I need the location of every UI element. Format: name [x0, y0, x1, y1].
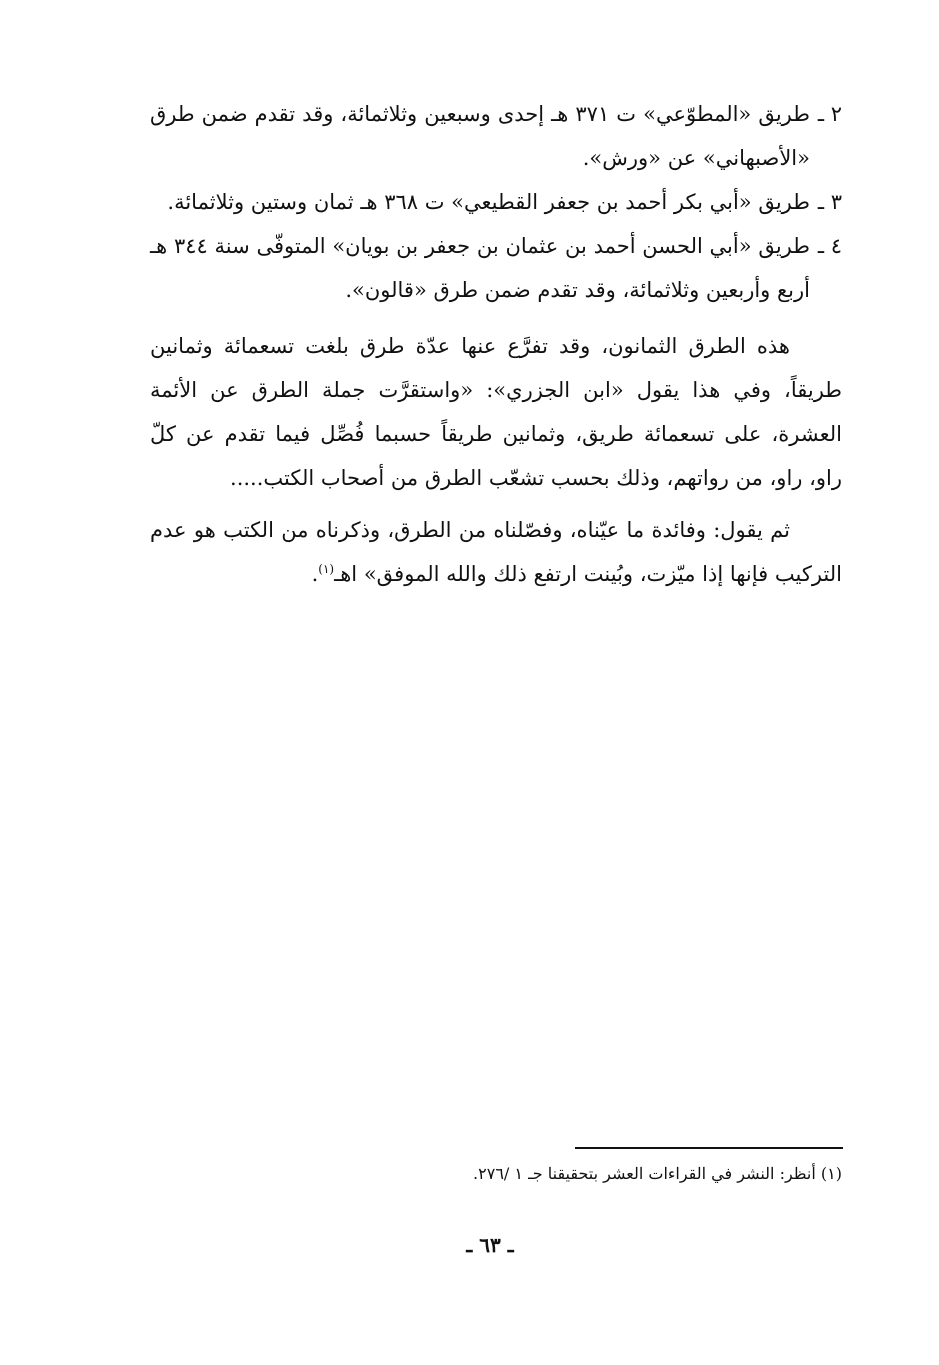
paragraph-routes-summary: هذه الطرق الثمانون، وقد تفرَّع عنها عدّة طرق بلغت تسعمائة وثمانين طريقاً، وفي هذا يقول «ابن الجزري»: «واستقرَّت جملة الطرق عن الأئمة العشرة، على تسعمائة طريق، وثمانين طريقاً حسبما فُصِّل فيما تقدم عن كلّ راو، راو، من رواتهم، وذلك بحسب تشعّب الطرق من أصحاب الكتب.....	[150, 334, 842, 490]
list-number: ٣ ـ	[817, 190, 842, 214]
list-number: ٤ ـ	[817, 234, 842, 258]
footnote: (١) أنظر: النشر في القراءات العشر بتحقيقنا جـ ١ /٢٧٦.	[473, 1164, 842, 1183]
footnote-reference: (١)	[318, 562, 335, 576]
list-item-text: طريق «أبي الحسن أحمد بن عثمان بن جعفر بن بويان» المتوفّى سنة ٣٤٤ هـ أربع وأربعين وثلاثمائة، وقد تقدم ضمن طرق «قالون».	[150, 234, 810, 302]
list-number: ٢ ـ	[817, 102, 842, 126]
list-item-2	[150, 92, 842, 180]
main-text	[150, 92, 842, 596]
list-item-text: طريق «أبي بكر أحمد بن جعفر القطيعي» ت ٣٦٨ هـ ثمان وستين وثلاثمائة.	[167, 190, 810, 214]
paragraph-text: ثم يقول: وفائدة ما عيّناه، وفصّلناه من الطرق، وذكرناه من الكتب هو عدم التركيب فإنها إذا ميّزت، وبُينت ارتفع ذلك والله الموفق» اهـ	[150, 518, 842, 586]
footnote-divider	[575, 1147, 843, 1149]
paragraph-quote-conclusion	[150, 508, 842, 596]
list-item-4	[150, 224, 842, 312]
list-item-text: طريق «المطوّعي» ت ٣٧١ هـ إحدى وسبعين وثلاثمائة، وقد تقدم ضمن طرق «الأصبهاني» عن «ورش».	[150, 102, 810, 170]
closing-period: .	[311, 562, 319, 586]
page-number: ـ ٦٣ ـ	[466, 1233, 514, 1257]
list-item-3	[150, 180, 842, 224]
